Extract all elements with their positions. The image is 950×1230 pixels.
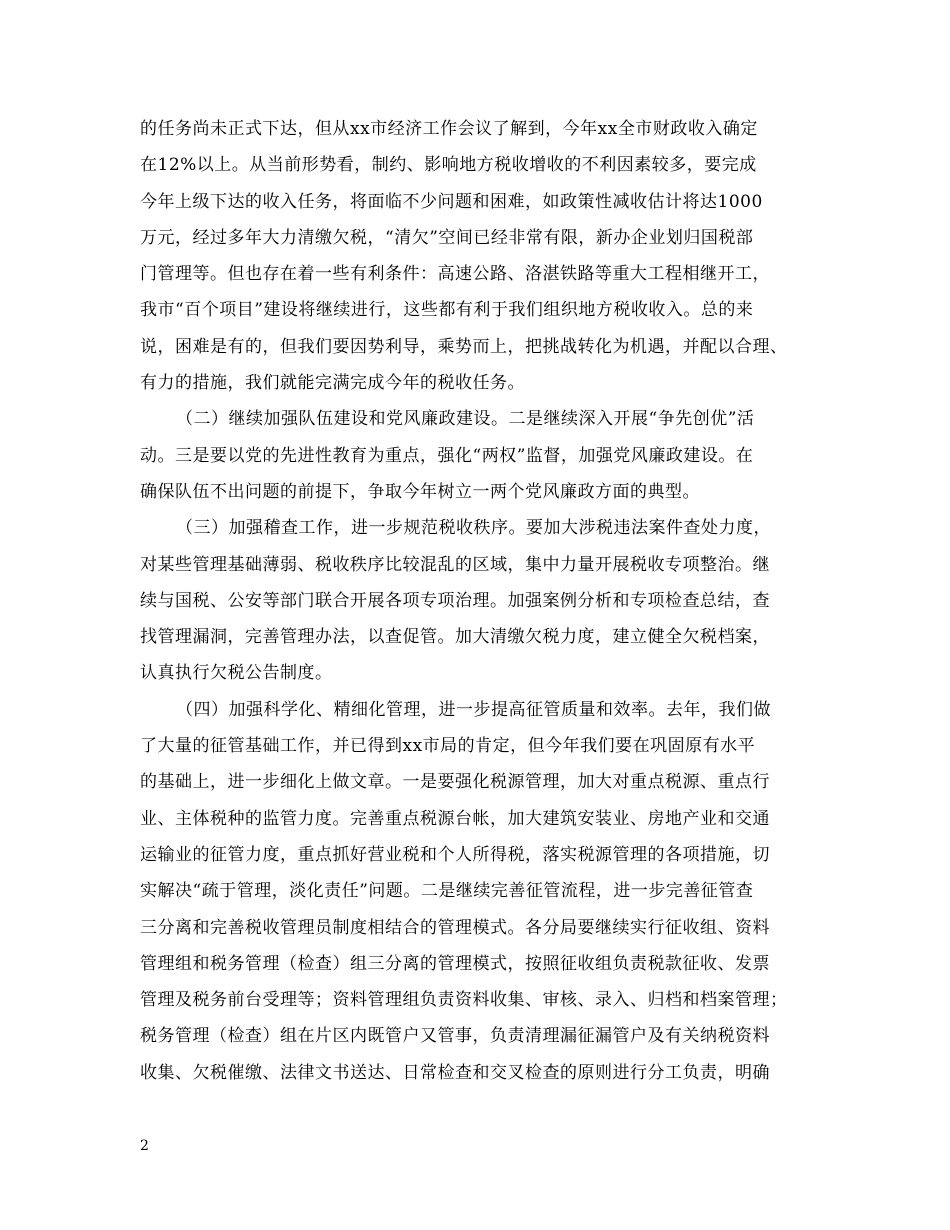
text-line: 的基础上，进一步细化上做文章。一是要强化税源管理，加大对重点税源、重点行 [140,772,770,793]
text-line: 三分离和完善税收管理员制度相结合的管理模式。各分局要继续实行征收组、资料 [140,917,770,938]
text-line: 在12%以上。从当前形势看，制约、影响地方税收增收的不利因素较多，要完成 [140,155,757,176]
text-line: 门管理等。但也存在着一些有利条件：高速公路、洛湛铁路等重大工程相继开工， [140,264,770,285]
text-line: （三）加强稽查工作，进一步规范税收秩序。要加大涉税违法案件查处力度， [176,518,771,539]
text-line: （四）加强科学化、精细化管理，进一步提高征管质量和效率。去年，我们做 [176,699,771,720]
text-line: 续与国税、公安等部门联合开展各项专项治理。加强案例分析和专项检查总结，查 [140,590,770,611]
text-line: 今年上级下达的收入任务，将面临不少问题和困难，如政策性减收估计将达1000 [140,191,763,212]
text-line: 管理组和税务管理（检查）组三分离的管理模式，按照征收组负责税款征收、发票 [140,953,770,974]
text-line: 我市“百个项目”建设将继续进行，这些都有利于我们组织地方税收收入。总的来 [140,300,754,321]
text-line: 的任务尚未正式下达，但从xx市经济工作会议了解到，今年xx全市财政收入确定 [140,119,758,139]
text-line: 对某些管理基础薄弱、税收秩序比较混乱的区域，集中力量开展税收专项整治。继 [140,554,770,575]
text-line: 管理及税务前台受理等；资料管理组负责资料收集、审核、录入、归档和档案管理； [140,990,788,1011]
text-line: 运输业的征管力度，重点抓好营业税和个人所得税，落实税源管理的各项措施，切 [140,844,770,865]
text-line: 认真执行欠税公告制度。 [140,663,333,684]
text-line: 收集、欠税催缴、法律文书送达、日常检查和交叉检查的原则进行分工负责，明确 [140,1062,770,1083]
body-text [140,111,820,1091]
text-line: 万元，经过多年大力清缴欠税，“清欠”空间已经非常有限，新办企业划归国税部 [140,227,754,248]
text-line: 了大量的征管基础工作，并已得到xx市局的肯定，但今年我们要在巩固原有水平 [140,736,756,757]
text-line: 实解决“疏于管理，淡化责任”问题。二是继续完善征管流程，进一步完善征管查 [140,881,754,902]
text-line: 确保队伍不出问题的前提下，争取今年树立一两个党风廉政方面的典型。 [140,481,700,502]
text-line: 动。三是要以党的先进性教育为重点，强化“两权”监督，加强党风廉政建设。在 [140,445,754,466]
text-line: 税务管理（检查）组在片区内既管户又管事，负责清理漏征漏管户及有关纳税资料 [140,1026,770,1047]
text-line: 找管理漏洞，完善管理办法，以查促管。加大清缴欠税力度，建立健全欠税档案， [140,627,770,648]
text-line: （二）继续加强队伍建设和党风廉政建设。二是继续深入开展“争先创优”活 [176,409,755,430]
page-number: 2 [140,1138,149,1154]
text-line: 业、主体税种的监管力度。完善重点税源台帐，加大建筑安装业、房地产业和交通 [140,808,770,829]
text-line: 有力的措施，我们就能完满完成今年的税收任务。 [140,373,525,394]
text-line: 说，困难是有的，但我们要因势利导，乘势而上，把挑战转化为机遇，并配以合理、 [140,336,788,357]
